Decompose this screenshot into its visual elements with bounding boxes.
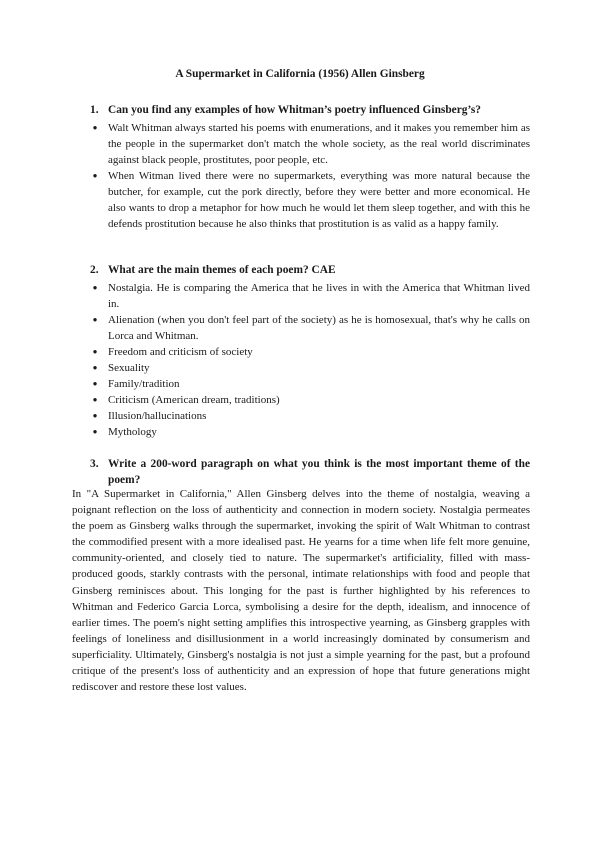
list-item: [90, 312, 530, 344]
list-item-text: Mythology: [108, 426, 157, 438]
list-item: [90, 280, 530, 312]
list-item-text: Alienation (when you don't feel part of the society) as he is homosexual, that's why he calls on Lorca and Whitman.: [108, 314, 530, 342]
bullet-icon: ●: [92, 411, 98, 420]
list-item-text: Freedom and criticism of society: [108, 346, 253, 358]
answer-2-list: [90, 280, 530, 440]
list-item-text: Illusion/hallucinations: [108, 410, 207, 422]
list-item: [90, 344, 530, 360]
bullet-icon: ●: [92, 283, 98, 292]
list-item-text: Walt Whitman always started his poems with enumerations, and it makes you remember him as the people in the supermarket don't match the whole society, as the real world discriminates against black people, prostitutes, poor people, etc.: [108, 122, 530, 166]
bullet-icon: ●: [92, 363, 98, 372]
list-item-text: Sexuality: [108, 362, 150, 374]
question-2: [90, 262, 530, 278]
list-item-text: Nostalgia. He is comparing the America that he lives in with the America that Whitman lived in.: [108, 282, 530, 310]
answer-1-list: [90, 120, 530, 232]
list-item: [90, 392, 530, 408]
answer-3-paragraph: In "A Supermarket in California," Allen Ginsberg delves into the theme of nostalgia, weaving a poignant reflection on the loss of authenticity and connection in modern society. Nostalgia permeates the poem as Ginsberg walks through the supermarket, invoking the spirit of Walt Whitman to contrast the commodified present with a more idealised past. He yearns for a time when life felt more genuine, community-oriented, and closely tied to nature. The supermarket's artificiality, filled with mass-produced goods, starkly contrasts with the personal, intimate relationships with food and people that Ginsberg reminisces about. This longing for the past is further highlighted by his references to Whitman and Federico Garcia Lorca, symbolising a desire for the depth, idealism, and innocence of earlier times. The poem's night setting amplifies this introspective yearning, as Ginsberg grapples with feelings of loneliness and disillusionment in a world increasingly dominated by consumerism and superficiality. Ultimately, Ginsberg's nostalgia is not just a simple yearning for the past, but a profound critique of the present's loss of authenticity and an expression of hope that future generations might rediscover and restore these lost values.: [72, 488, 530, 694]
bullet-icon: ●: [92, 379, 98, 388]
list-item-text: Family/tradition: [108, 378, 180, 390]
document-title: A Supermarket in California (1956) Allen Ginsberg: [175, 68, 425, 80]
question-1: [90, 102, 530, 118]
list-item: [90, 168, 530, 232]
question-1-text: Can you find any examples of how Whitman’s poetry influenced Ginsberg’s?: [108, 104, 481, 116]
question-1-number: 1.: [90, 104, 99, 116]
question-3-text: Write a 200-word paragraph on what you think is the most important theme of the poem?: [108, 458, 530, 486]
bullet-icon: ●: [92, 395, 98, 404]
bullet-icon: ●: [92, 427, 98, 436]
list-item-text: When Witman lived there were no supermarkets, everything was more natural because the butcher, for example, cut the pork directly, before they were better and more economical. He also wants to drop a metaphor for how much he would let them sleep together, and with this he defends prostitution because he also thinks that prostitution is as valid as a happy family.: [108, 170, 530, 230]
list-item: [90, 120, 530, 168]
list-item: [90, 376, 530, 392]
question-2-number: 2.: [90, 264, 99, 276]
list-item: [90, 424, 530, 440]
list-item-text: Criticism (American dream, traditions): [108, 394, 280, 406]
question-2-text: What are the main themes of each poem? CAE: [108, 264, 336, 276]
list-item: [90, 408, 530, 424]
question-3-number: 3.: [90, 458, 99, 470]
bullet-icon: ●: [92, 315, 98, 324]
bullet-icon: ●: [92, 171, 98, 180]
question-3: [90, 456, 530, 488]
bullet-icon: ●: [92, 123, 98, 132]
bullet-icon: ●: [92, 347, 98, 356]
list-item: [90, 360, 530, 376]
